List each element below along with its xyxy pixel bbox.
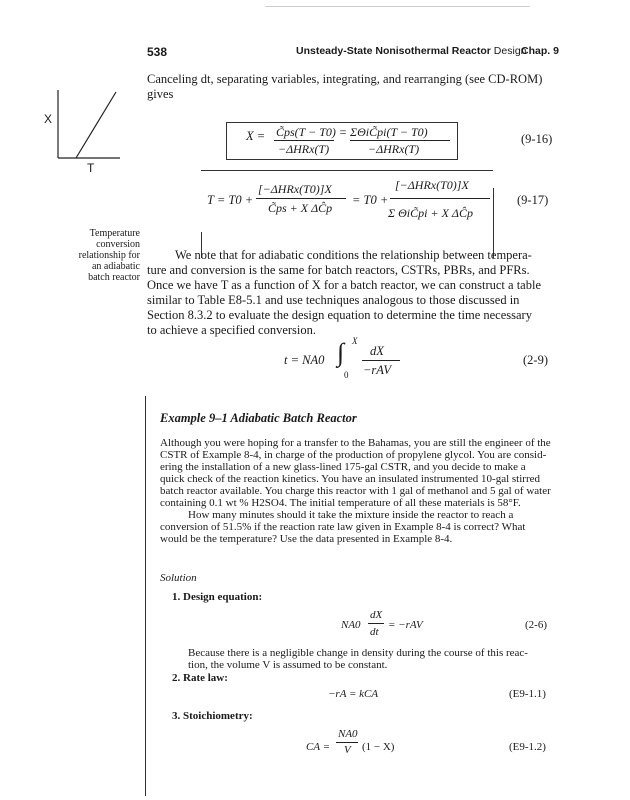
eq-9-17-denominator-1: C̃ps + X ΔĈp: [268, 201, 333, 215]
eq-2-9-number: (2-9): [523, 353, 548, 367]
example-line: CSTR of Example 8-4, in charge of the production of propylene glycol. You are consid-: [160, 449, 547, 461]
step-1-note: [188, 647, 558, 671]
eq-e9-1-2-fraction-bar: [336, 742, 358, 743]
eq-9-16-fraction-bar-1: [274, 140, 334, 141]
paragraph-line: to achieve a specified conversion.: [147, 323, 317, 337]
eq-2-6-rhs: = −rAV: [388, 619, 423, 631]
eq-9-17-middle: = T0 +: [352, 193, 389, 207]
eq-9-16-fraction-bar-2: [350, 140, 450, 141]
step-1-heading: 1. Design equation:: [172, 591, 263, 603]
eq-e9-1-2-number: (E9-1.2): [509, 741, 546, 753]
caption-line: relationship for: [78, 250, 140, 261]
eq-2-6-number: (2-6): [525, 619, 547, 631]
eq-e9-1-1: −rA = kCA: [328, 688, 379, 700]
eq-9-17-lhs: T = T0 +: [207, 193, 254, 207]
paragraph-line: ture and conversion is the same for batch reactors, CSTRs, PBRs, and PFRs.: [147, 263, 530, 277]
example-line: Although you were hoping for a transfer to the Bahamas, you are still the engineer of the: [160, 437, 551, 449]
eq-9-16-lhs: X =: [246, 129, 266, 143]
eq-9-17-top-rule: [201, 170, 493, 171]
sidebar-caption: [79, 228, 140, 283]
top-rule: [265, 6, 530, 7]
eq-9-17-number: (9-17): [517, 193, 549, 207]
eq-2-9-upper-limit: X: [352, 336, 358, 346]
example-line: ering the installation of a new glass-lined 175-gal CSTR, and you decide to make a: [160, 461, 526, 473]
example-line: conversion of 51.5% if the reaction rate law given in Example 8-4 is correct? What: [160, 521, 526, 533]
eq-2-9-fraction-bar: [362, 360, 400, 361]
eq-e9-1-2-rhs: (1 − X): [362, 741, 395, 753]
eq-2-6-fraction-bar: [368, 623, 384, 624]
eq-2-6-lhs: NA0: [341, 619, 361, 631]
example-line: batch reactor available. You charge this reactor with 1 gal of methanol and 5 gal of water: [160, 485, 551, 497]
eq-9-17-fraction-bar-2: [390, 198, 490, 199]
paragraph-line: We note that for adiabatic conditions the relationship between tempera-: [175, 248, 532, 262]
eq-e9-1-1-number: (E9-1.1): [509, 688, 546, 700]
eq-9-16-denominator-1: −ΔHRx(T): [278, 142, 330, 156]
body-paragraph: [147, 248, 557, 338]
paragraph-line: Once we have T as a function of X for a batch reactor, we can construct a table: [147, 278, 542, 292]
eq-9-16-denominator-2: −ΔHRx(T): [368, 142, 420, 156]
intro-line-1: Canceling dt, separating variables, integrating, and rearranging (see CD-ROM): [147, 72, 543, 86]
note-line: tion, the volume V is assumed to be constant.: [188, 659, 388, 671]
note-line: Because there is a negligible change in density during the course of this reac-: [188, 647, 528, 659]
example-line: How many minutes should it take the mixture inside the reactor to reach a: [188, 509, 514, 521]
eq-9-16-numerator: C̃ps(T − T0) = ΣΘiC̃pi(T − T0): [276, 125, 428, 139]
graph-y-label: X: [44, 112, 53, 126]
eq-e9-1-2-numerator: NA0: [338, 728, 358, 740]
chapter-label: Chap. 9: [521, 45, 559, 57]
graph-x-label: T: [87, 161, 95, 175]
intro-line-2: gives: [147, 87, 174, 101]
eq-9-17-fraction-bar-1: [256, 198, 346, 199]
eq-2-6-denominator: dt: [370, 626, 379, 638]
caption-line: conversion: [96, 239, 140, 250]
running-title: [296, 45, 527, 57]
example-line: containing 0.1 wt % H2SO4. The initial temperature of all these materials is 58°F.: [160, 497, 521, 509]
caption-line: an adiabatic: [91, 261, 140, 272]
paragraph-line: Section 8.3.2 to evaluate the design equation to determine the time necessary: [147, 308, 532, 322]
eq-9-17-numerator-2: [−ΔHRx(T0)]X: [395, 178, 469, 192]
eq-2-6-numerator: dX: [370, 609, 383, 621]
eq-2-9-lhs: t = NA0: [284, 353, 325, 367]
eq-9-16-number: (9-16): [521, 132, 553, 146]
running-title-rest: Design: [490, 45, 527, 57]
eq-2-9-denominator: −rAV: [363, 363, 391, 377]
eq-9-17-numerator-1: [−ΔHRx(T0)]X: [258, 182, 332, 196]
eq-2-9-numerator: dX: [370, 344, 384, 358]
paragraph-line: similar to Table E8-5.1 and use techniques analogous to those discussed in: [147, 293, 520, 307]
page-number: 538: [147, 45, 168, 59]
example-title: Example 9–1 Adiabatic Batch Reactor: [160, 411, 357, 425]
caption-line: Temperature: [89, 228, 140, 239]
eq-e9-1-2-lhs: CA =: [306, 741, 331, 753]
step-2-heading: 2. Rate law:: [172, 672, 228, 684]
example-margin-bar: [145, 396, 146, 796]
step-3-heading: 3. Stoichiometry:: [172, 710, 253, 722]
eq-2-9-lower-limit: 0: [344, 370, 349, 380]
sidebar-graph: [38, 86, 128, 178]
eq-9-17-denominator-2: Σ ΘiC̃pi + X ΔĈp: [388, 206, 473, 220]
caption-line: batch reactor: [88, 272, 140, 283]
eq-e9-1-2-denominator: V: [344, 744, 351, 756]
example-line: would be the temperature? Use the data presented in Example 8-4.: [160, 533, 453, 545]
integral-sign: ∫: [337, 338, 345, 367]
example-body: [160, 437, 555, 545]
example-line: quick check of the reaction kinetics. You have an insulated instrumented 10-gal stirred: [160, 473, 541, 485]
temperature-conversion-sketch: [38, 86, 128, 178]
running-title-bold: Unsteady-State Nonisothermal Reactor: [296, 45, 491, 57]
solution-label: Solution: [160, 572, 197, 584]
x-vs-t-line: [76, 92, 116, 158]
